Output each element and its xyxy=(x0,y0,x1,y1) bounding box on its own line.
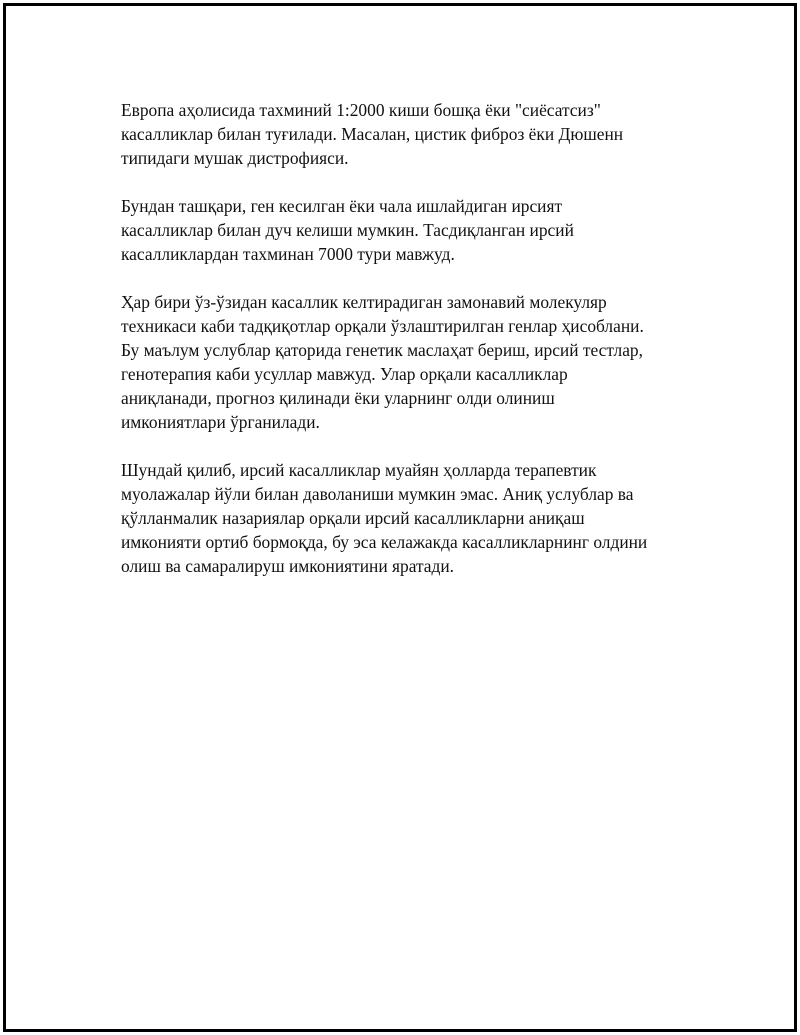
document-page xyxy=(3,3,797,1032)
paragraph-3: Ҳар бири ўз-ўзидан касаллик келтирадиган замонавий молекуляр техникаси каби тадқиқотлар орқали ўзлаштирилган генлар ҳисоблани. Бу маълум услублар қаторида генетик маслаҳат бериш, ирсий тестлар, генотерапия каби усуллар мавжуд. Улар орқали касалликлар аниқланади, прогноз қилинади ёки уларнинг олди олиниш имкониятлари ўрганилади. xyxy=(121,292,644,432)
paragraph-1: Европа аҳолисида тахминий 1:2000 киши бошқа ёки "сиёсатсиз" касалликлар билан туғилади. Масалан, цистик фиброз ёки Дюшенн типидаги мушак дистрофияси. xyxy=(121,100,624,168)
paragraph-2: Бундан ташқари, ген кесилган ёки чала ишлайдиган ирсият касалликлар билан дуч келиши мумкин. Тасдиқланган ирсий касалликлардан тахминан 7000 тури мавжуд. xyxy=(121,196,574,264)
document-body xyxy=(121,98,701,602)
paragraph-4: Шундай қилиб, ирсий касалликлар муайян ҳолларда терапевтик муолажалар йўли билан даволаниши мумкин эмас. Аниқ услублар ва қўлланмалик назариялар орқали ирсий касалликларни аниқаш имконияти ортиб бормоқда, бу эса келажакда касалликларнинг олдини олиш ва самаралируш имкониятини яратади. xyxy=(121,460,648,576)
